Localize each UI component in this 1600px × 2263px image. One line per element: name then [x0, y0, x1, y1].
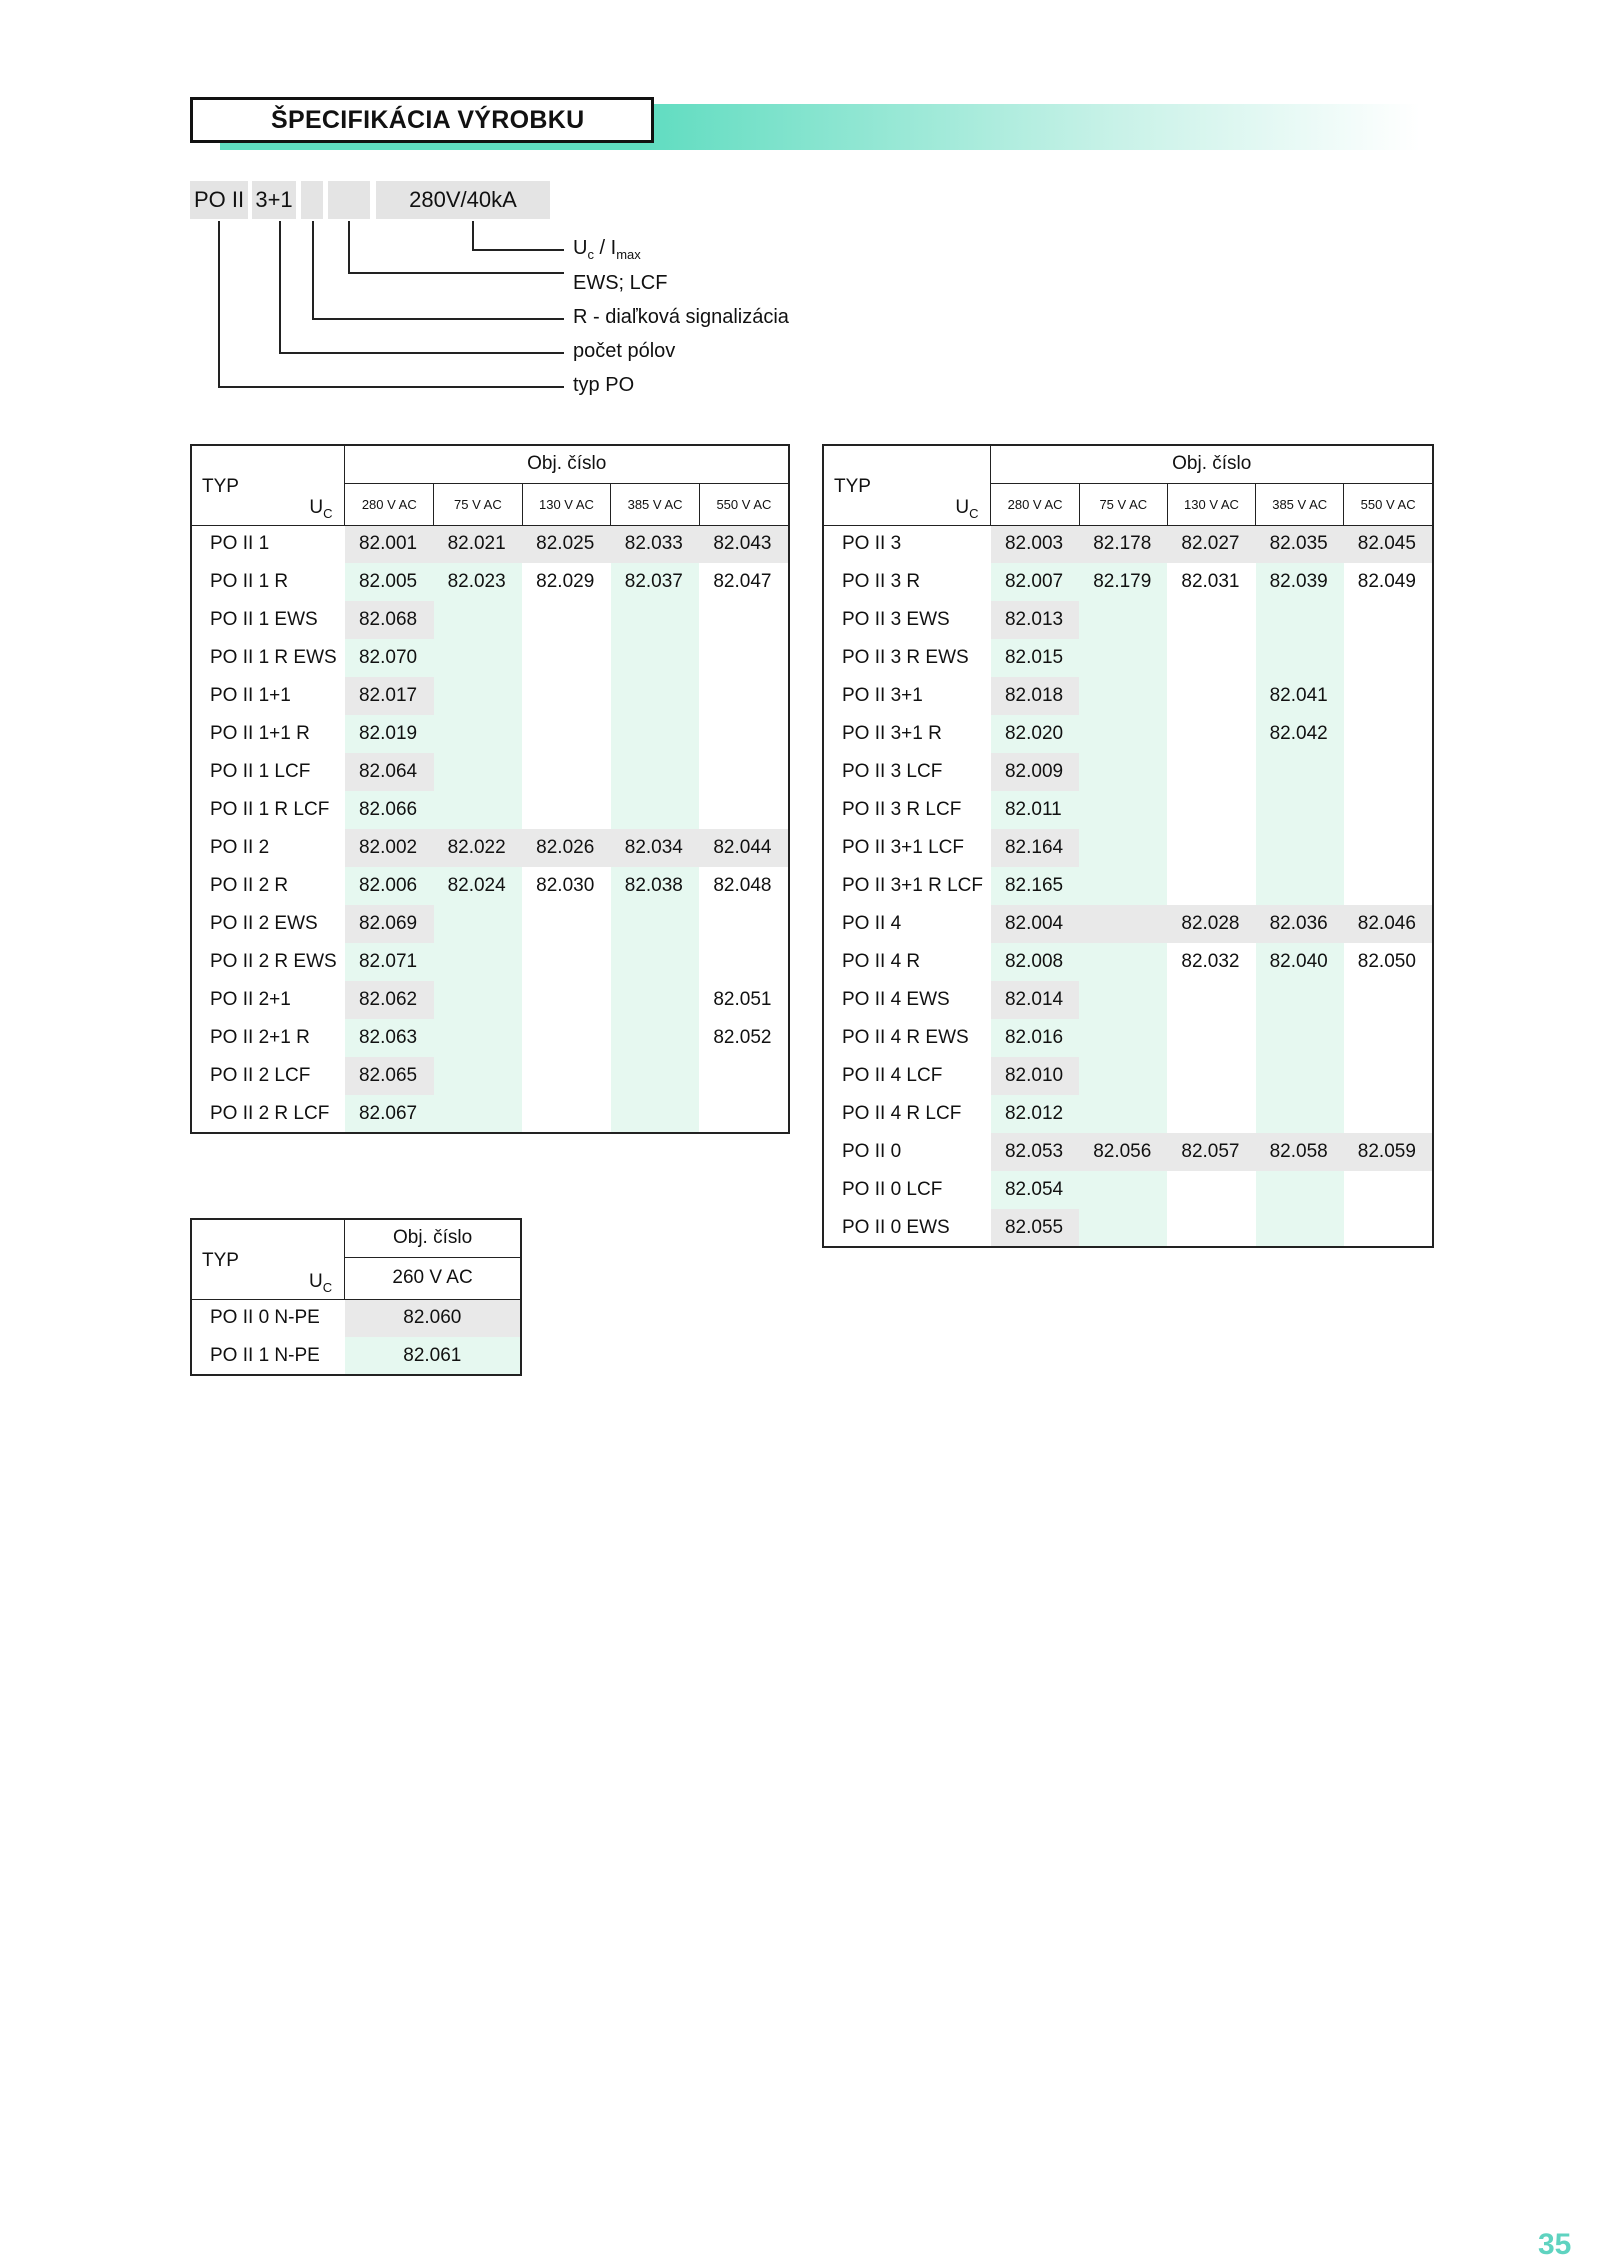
- voltage-header: 550 V AC: [699, 483, 789, 525]
- voltage-header: 75 V AC: [434, 483, 523, 525]
- diagram-line: [218, 386, 564, 388]
- order-number-cell: [699, 1057, 789, 1095]
- uc-label: $U_C$: [955, 496, 979, 521]
- order-number-cell: [522, 1095, 611, 1133]
- type-cell: PO II 4 R EWS: [842, 1027, 969, 1048]
- table-row: [191, 1019, 789, 1057]
- table-row: [191, 943, 789, 981]
- order-number-cell: [1167, 867, 1255, 905]
- order-number-cell: [1167, 791, 1255, 829]
- order-number-cell: 82.052: [699, 1019, 789, 1057]
- table-row: [823, 753, 1433, 791]
- spec-table-npe: [190, 1218, 522, 1376]
- type-cell: PO II 1 R EWS: [210, 647, 337, 668]
- order-number-cell: 82.064: [345, 753, 434, 791]
- order-number-cell: 82.039: [1256, 563, 1344, 601]
- type-cell: PO II 3+1 R LCF: [842, 875, 983, 896]
- uc-label: $U_C$: [309, 1270, 333, 1295]
- table-row: [191, 753, 789, 791]
- order-number-cell: [1344, 1171, 1433, 1209]
- order-number-cell: 82.004: [991, 905, 1079, 943]
- diagram-line: [218, 221, 220, 388]
- order-number-cell: 82.026: [522, 829, 611, 867]
- order-number-cell: 82.021: [434, 525, 523, 563]
- order-number-cell: [1344, 1057, 1433, 1095]
- order-number-cell: [1079, 1057, 1167, 1095]
- type-cell: PO II 0: [842, 1141, 902, 1162]
- obj-cislo-header: Obj. číslo: [345, 445, 789, 483]
- order-number-cell: [522, 943, 611, 981]
- order-number-cell: 82.045: [1344, 525, 1433, 563]
- order-number-cell: 82.165: [991, 867, 1079, 905]
- legend-type: typ PO: [573, 374, 635, 396]
- table-row: [823, 981, 1433, 1019]
- order-number-cell: 82.049: [1344, 563, 1433, 601]
- order-number-cell: 82.058: [1256, 1133, 1344, 1171]
- table-row: [191, 677, 789, 715]
- table-row: [191, 563, 789, 601]
- table-row: [823, 905, 1433, 943]
- order-number-cell: [1079, 981, 1167, 1019]
- order-number-cell: [522, 791, 611, 829]
- order-number-cell: [611, 905, 700, 943]
- order-number-cell: [1079, 1019, 1167, 1057]
- order-number-cell: 82.015: [991, 639, 1079, 677]
- type-cell: PO II 4 R LCF: [842, 1103, 962, 1124]
- order-number-cell: [434, 943, 523, 981]
- order-number-cell: 82.053: [991, 1133, 1079, 1171]
- order-number-cell: [434, 753, 523, 791]
- diagram-line: [279, 352, 564, 354]
- table-row: [823, 867, 1433, 905]
- order-number-cell: [1079, 715, 1167, 753]
- type-cell: PO II 3+1 R: [842, 723, 942, 744]
- legend-ews-lcf: EWS; LCF: [573, 272, 668, 294]
- type-cell: PO II 1+1 R: [210, 723, 310, 744]
- order-number-cell: 82.034: [611, 829, 700, 867]
- order-number-cell: 82.051: [699, 981, 789, 1019]
- table-row: [823, 715, 1433, 753]
- legend-poles: počet pólov: [573, 340, 676, 362]
- order-number-cell: 82.016: [991, 1019, 1079, 1057]
- order-number-cell: [1256, 639, 1344, 677]
- order-number-cell: [1079, 677, 1167, 715]
- order-number-cell: [1344, 791, 1433, 829]
- order-number-cell: 82.028: [1167, 905, 1255, 943]
- order-number-cell: [1079, 905, 1167, 943]
- order-number-cell: 82.002: [345, 829, 434, 867]
- order-number-cell: [699, 753, 789, 791]
- table-row: [191, 639, 789, 677]
- legend-remote-signal: R - diaľková signalizácia: [573, 306, 789, 328]
- diagram-line: [312, 318, 564, 320]
- voltage-header: 260 V AC: [345, 1257, 521, 1299]
- obj-cislo-header: Obj. číslo: [991, 445, 1433, 483]
- order-number-cell: [1167, 753, 1255, 791]
- order-number-cell: [1079, 791, 1167, 829]
- order-number-cell: [522, 753, 611, 791]
- order-number-cell: [1079, 943, 1167, 981]
- order-number-cell: 82.023: [434, 563, 523, 601]
- code-part-type: PO II: [190, 181, 248, 219]
- order-number-cell: [1079, 1095, 1167, 1133]
- order-number-cell: [1167, 601, 1255, 639]
- order-number-cell: [1256, 829, 1344, 867]
- order-number-cell: [522, 715, 611, 753]
- type-cell: PO II 1 R: [210, 571, 289, 592]
- voltage-header: 280 V AC: [991, 483, 1079, 525]
- order-number-cell: [1167, 1209, 1255, 1247]
- diagram-line: [472, 249, 564, 251]
- order-number-cell: 82.068: [345, 601, 434, 639]
- order-number-cell: [434, 715, 523, 753]
- order-number-cell: 82.050: [1344, 943, 1433, 981]
- table-row: [823, 1171, 1433, 1209]
- table-row: [823, 639, 1433, 677]
- voltage-header: 280 V AC: [345, 483, 434, 525]
- type-cell: PO II 3+1: [842, 685, 923, 706]
- order-number-cell: 82.178: [1079, 525, 1167, 563]
- table-row: [191, 715, 789, 753]
- type-cell: PO II 4 EWS: [842, 989, 950, 1010]
- type-cell: PO II 3 EWS: [842, 609, 950, 630]
- order-number-cell: [1167, 715, 1255, 753]
- order-number-cell: 82.054: [991, 1171, 1079, 1209]
- order-number-cell: [1167, 829, 1255, 867]
- order-number-cell: [1344, 677, 1433, 715]
- order-number-cell: [611, 677, 700, 715]
- order-number-cell: [1344, 715, 1433, 753]
- order-number-cell: [699, 601, 789, 639]
- order-number-cell: [611, 791, 700, 829]
- typ-header: TYP $U_C$: [823, 445, 991, 525]
- order-number-cell: [1167, 981, 1255, 1019]
- code-part-poles: 3+1: [252, 181, 296, 219]
- diagram-line: [348, 221, 350, 274]
- order-number-cell: [611, 601, 700, 639]
- order-number-cell: [1256, 981, 1344, 1019]
- type-cell: PO II 1 N-PE: [210, 1344, 320, 1366]
- diagram-line: [472, 221, 474, 251]
- order-number-cell: 82.070: [345, 639, 434, 677]
- type-cell: PO II 1: [210, 533, 270, 555]
- order-number-cell: 82.032: [1167, 943, 1255, 981]
- diagram-line: [348, 272, 564, 274]
- order-number-cell: 82.041: [1256, 677, 1344, 715]
- type-cell: PO II 2+1: [210, 989, 291, 1010]
- order-number-cell: [1256, 1057, 1344, 1095]
- table-row: [823, 1095, 1433, 1133]
- order-number-cell: 82.019: [345, 715, 434, 753]
- order-number-cell: 82.010: [991, 1057, 1079, 1095]
- order-number-cell: [522, 639, 611, 677]
- order-number-cell: [1079, 1209, 1167, 1247]
- table-row: [191, 829, 789, 867]
- order-number-cell: 82.025: [522, 525, 611, 563]
- table-row: [823, 1209, 1433, 1247]
- order-number-cell: [1256, 1171, 1344, 1209]
- section-title-text: ŠPECIFIKÁCIA VÝROBKU: [271, 105, 585, 134]
- order-number-cell: 82.055: [991, 1209, 1079, 1247]
- order-number-cell: [1256, 1209, 1344, 1247]
- table-row: [191, 1337, 521, 1375]
- voltage-header: 130 V AC: [1167, 483, 1255, 525]
- order-number-cell: [1256, 753, 1344, 791]
- order-number-cell: [611, 753, 700, 791]
- order-number-cell: 82.047: [699, 563, 789, 601]
- typ-header: TYP $U_C$: [191, 1219, 345, 1299]
- code-part-remote: [301, 181, 323, 219]
- voltage-header: 75 V AC: [1079, 483, 1167, 525]
- order-number-cell: [1344, 981, 1433, 1019]
- code-part-rating: 280V/40kA: [376, 181, 550, 219]
- order-number-cell: [1079, 753, 1167, 791]
- order-number-cell: 82.003: [991, 525, 1079, 563]
- section-title: [190, 97, 654, 143]
- order-number-cell: 82.065: [345, 1057, 434, 1095]
- type-cell: PO II 0 LCF: [842, 1179, 943, 1200]
- order-number-cell: 82.022: [434, 829, 523, 867]
- type-cell: PO II 4 LCF: [842, 1065, 943, 1086]
- table-row: [191, 791, 789, 829]
- order-number-cell: 82.069: [345, 905, 434, 943]
- order-number-cell: [1079, 867, 1167, 905]
- order-number-cell: [699, 639, 789, 677]
- order-number-cell: 82.059: [1344, 1133, 1433, 1171]
- type-cell: PO II 1 R LCF: [210, 799, 330, 820]
- order-number-cell: 82.063: [345, 1019, 434, 1057]
- table-row: [191, 601, 789, 639]
- order-number-cell: [1344, 867, 1433, 905]
- order-number-cell: [611, 1019, 700, 1057]
- order-number-cell: [611, 943, 700, 981]
- order-number-cell: [1256, 791, 1344, 829]
- diagram-line: [279, 221, 281, 354]
- order-number-cell: [522, 905, 611, 943]
- table-row: [823, 943, 1433, 981]
- order-number-cell: [1344, 1019, 1433, 1057]
- type-cell: PO II 2 EWS: [210, 913, 318, 934]
- order-number-cell: 82.029: [522, 563, 611, 601]
- voltage-header: 550 V AC: [1344, 483, 1433, 525]
- order-number-cell: 82.020: [991, 715, 1079, 753]
- order-number-cell: [1344, 639, 1433, 677]
- order-number-cell: [1256, 867, 1344, 905]
- order-number-cell: [1167, 1019, 1255, 1057]
- order-number-cell: [434, 639, 523, 677]
- order-number-cell: 82.018: [991, 677, 1079, 715]
- order-number-cell: 82.024: [434, 867, 523, 905]
- order-number-cell: 82.060: [345, 1299, 521, 1337]
- order-number-cell: [1256, 1095, 1344, 1133]
- order-number-cell: [1167, 1095, 1255, 1133]
- order-number-cell: 82.027: [1167, 525, 1255, 563]
- voltage-header: 130 V AC: [522, 483, 611, 525]
- order-number-cell: [699, 791, 789, 829]
- order-number-cell: 82.164: [991, 829, 1079, 867]
- type-cell: PO II 3+1 LCF: [842, 837, 964, 858]
- order-number-cell: 82.011: [991, 791, 1079, 829]
- type-cell: PO II 2 R: [210, 875, 289, 896]
- table-row: [823, 1057, 1433, 1095]
- order-number-cell: [1344, 1209, 1433, 1247]
- order-number-cell: 82.035: [1256, 525, 1344, 563]
- order-number-cell: 82.013: [991, 601, 1079, 639]
- order-number-cell: 82.005: [345, 563, 434, 601]
- type-cell: PO II 2 R LCF: [210, 1102, 330, 1124]
- order-number-cell: [434, 1019, 523, 1057]
- type-cell: PO II 2+1 R: [210, 1027, 310, 1048]
- uc-label: $U_C$: [309, 496, 333, 521]
- type-cell: PO II 3 R EWS: [842, 647, 969, 668]
- order-number-cell: [1344, 601, 1433, 639]
- order-number-cell: 82.044: [699, 829, 789, 867]
- order-number-cell: [522, 981, 611, 1019]
- order-number-cell: [434, 677, 523, 715]
- order-number-cell: 82.046: [1344, 905, 1433, 943]
- type-cell: PO II 2 LCF: [210, 1065, 311, 1086]
- order-number-cell: 82.071: [345, 943, 434, 981]
- type-cell: PO II 3 R LCF: [842, 799, 962, 820]
- table-row: [823, 563, 1433, 601]
- order-number-cell: [434, 791, 523, 829]
- order-number-cell: [522, 677, 611, 715]
- table-row: [191, 1299, 521, 1337]
- type-cell: PO II 4: [842, 913, 902, 934]
- table-row: [823, 1019, 1433, 1057]
- order-number-cell: [611, 1095, 700, 1133]
- diagram-line: [312, 221, 314, 320]
- order-number-cell: 82.006: [345, 867, 434, 905]
- order-number-cell: 82.043: [699, 525, 789, 563]
- order-number-cell: 82.009: [991, 753, 1079, 791]
- order-number-cell: 82.048: [699, 867, 789, 905]
- order-number-cell: [1256, 601, 1344, 639]
- order-number-cell: [1167, 1057, 1255, 1095]
- order-number-cell: [611, 1057, 700, 1095]
- order-number-cell: [1167, 677, 1255, 715]
- order-number-cell: 82.030: [522, 867, 611, 905]
- order-number-cell: 82.008: [991, 943, 1079, 981]
- table-row: [191, 1057, 789, 1095]
- table-row: [191, 867, 789, 905]
- order-number-cell: 82.017: [345, 677, 434, 715]
- table-row: [191, 1095, 789, 1133]
- table-row: [191, 905, 789, 943]
- type-cell: PO II 0 EWS: [842, 1216, 950, 1238]
- table-row: [823, 791, 1433, 829]
- order-number-cell: 82.042: [1256, 715, 1344, 753]
- order-number-cell: 82.067: [345, 1095, 434, 1133]
- order-number-cell: 82.014: [991, 981, 1079, 1019]
- order-number-cell: [522, 601, 611, 639]
- order-number-cell: 82.040: [1256, 943, 1344, 981]
- order-number-cell: [1344, 1095, 1433, 1133]
- order-number-cell: 82.033: [611, 525, 700, 563]
- type-cell: PO II 2: [210, 837, 270, 858]
- order-number-cell: [1344, 753, 1433, 791]
- order-number-cell: [699, 677, 789, 715]
- order-number-cell: [699, 943, 789, 981]
- order-number-cell: 82.056: [1079, 1133, 1167, 1171]
- order-number-cell: [1167, 1171, 1255, 1209]
- spec-table-right: [822, 444, 1434, 1248]
- order-number-cell: [611, 715, 700, 753]
- order-number-cell: 82.012: [991, 1095, 1079, 1133]
- order-number-cell: 82.037: [611, 563, 700, 601]
- spec-table-left: [190, 444, 790, 1134]
- page-number: 35: [1538, 2228, 1572, 2261]
- table-row: [191, 981, 789, 1019]
- voltage-header: 385 V AC: [611, 483, 700, 525]
- order-number-cell: 82.057: [1167, 1133, 1255, 1171]
- table-row: [823, 1133, 1433, 1171]
- order-number-cell: [434, 905, 523, 943]
- table-row: [823, 829, 1433, 867]
- type-cell: PO II 3 LCF: [842, 761, 943, 782]
- obj-cislo-header: Obj. číslo: [345, 1219, 521, 1257]
- order-number-cell: [522, 1057, 611, 1095]
- order-number-cell: [1079, 601, 1167, 639]
- order-number-cell: [699, 905, 789, 943]
- type-cell: PO II 0 N-PE: [210, 1307, 320, 1329]
- type-cell: PO II 2 R EWS: [210, 951, 337, 972]
- order-number-cell: [434, 981, 523, 1019]
- order-number-cell: [434, 1095, 523, 1133]
- order-number-cell: [611, 639, 700, 677]
- typ-header: TYP $U_C$: [191, 445, 345, 525]
- order-number-cell: [1167, 639, 1255, 677]
- order-number-cell: 82.066: [345, 791, 434, 829]
- order-number-cell: [1344, 829, 1433, 867]
- order-number-cell: [699, 715, 789, 753]
- order-number-cell: 82.001: [345, 525, 434, 563]
- type-cell: PO II 1+1: [210, 685, 291, 706]
- order-number-cell: 82.061: [345, 1337, 521, 1375]
- code-part-variant: [328, 181, 370, 219]
- order-number-cell: 82.031: [1167, 563, 1255, 601]
- voltage-header: 385 V AC: [1256, 483, 1344, 525]
- type-cell: PO II 1 LCF: [210, 761, 311, 782]
- order-number-cell: 82.062: [345, 981, 434, 1019]
- table-row: [823, 601, 1433, 639]
- order-number-cell: 82.038: [611, 867, 700, 905]
- table-row: [191, 525, 789, 563]
- table-row: [823, 677, 1433, 715]
- type-cell: PO II 4 R: [842, 951, 921, 972]
- type-cell: PO II 1 EWS: [210, 609, 318, 630]
- legend-uc-imax: $U_c / I_{max}$: [573, 237, 641, 262]
- order-number-cell: [1256, 1019, 1344, 1057]
- order-number-cell: [522, 1019, 611, 1057]
- order-number-cell: 82.007: [991, 563, 1079, 601]
- table-row: [823, 525, 1433, 563]
- order-number-cell: 82.179: [1079, 563, 1167, 601]
- type-cell: PO II 3: [842, 533, 902, 555]
- order-number-cell: [1079, 829, 1167, 867]
- order-number-cell: [1079, 1171, 1167, 1209]
- order-number-cell: [1079, 639, 1167, 677]
- order-number-cell: [434, 601, 523, 639]
- order-number-cell: 82.036: [1256, 905, 1344, 943]
- order-number-cell: [611, 981, 700, 1019]
- order-number-cell: [434, 1057, 523, 1095]
- order-number-cell: [699, 1095, 789, 1133]
- type-cell: PO II 3 R: [842, 571, 921, 592]
